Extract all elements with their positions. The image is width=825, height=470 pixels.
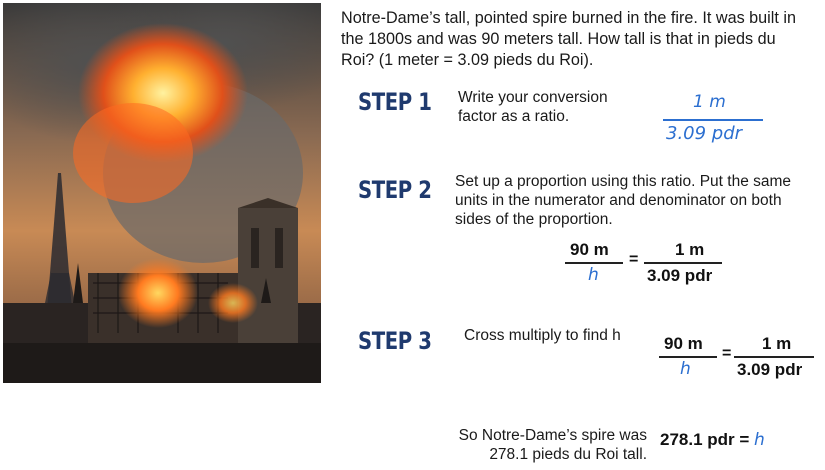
step-3-text: Cross multiply to find h — [464, 327, 621, 344]
step-3-left-fraction-bar — [659, 356, 717, 358]
step-1-text: Write your conversion factor as a ratio. — [458, 89, 608, 125]
step-2-right-denominator: 3.09 pdr — [647, 266, 713, 285]
step-2-text: Set up a proportion using this ratio. Put the same units in the numerator and denominator on both sides of the proportion. — [455, 173, 792, 228]
step-2-left-denominator: h — [588, 265, 599, 285]
step-2-left-numerator: 90 m — [570, 240, 609, 259]
final-answer — [660, 430, 765, 450]
final-answer-value: 278.1 pdr = — [660, 430, 750, 449]
problem-statement: Notre-Dame’s tall, pointed spire burned in the fire. It was built in the 1800s and was 90 meters tall. How tall is that in pieds du Roi? (1 meter = 3.09 pieds du Roi). — [341, 9, 796, 69]
step-1-label: STEP 1 — [358, 88, 432, 116]
step-3-right-fraction-bar — [734, 356, 814, 358]
step-2-left-fraction-bar — [565, 262, 623, 264]
step-3-right-denominator: 3.09 pdr — [737, 360, 803, 379]
step-3-left-numerator: 90 m — [664, 334, 703, 353]
step-1-fraction-bar — [663, 119, 763, 121]
step-1-numerator: 1 m — [693, 92, 726, 112]
step-3-label: STEP 3 — [358, 327, 432, 355]
final-answer-variable: h — [754, 430, 765, 450]
step-3-left-denominator: h — [680, 359, 691, 379]
step-1-denominator: 3.09 pdr — [666, 123, 743, 144]
step-3-equals: = — [722, 345, 732, 362]
notre-dame-fire-photo — [3, 3, 321, 383]
step-2-right-numerator: 1 m — [675, 240, 705, 259]
step-2-label: STEP 2 — [358, 176, 432, 204]
step-3-right-numerator: 1 m — [762, 334, 792, 353]
step-2-equals: = — [629, 251, 639, 268]
conclusion-text: So Notre-Dame’s spire was 278.1 pieds du Roi tall. — [458, 427, 647, 463]
fire-photo-illustration — [3, 3, 321, 383]
step-2-right-fraction-bar — [644, 262, 722, 264]
